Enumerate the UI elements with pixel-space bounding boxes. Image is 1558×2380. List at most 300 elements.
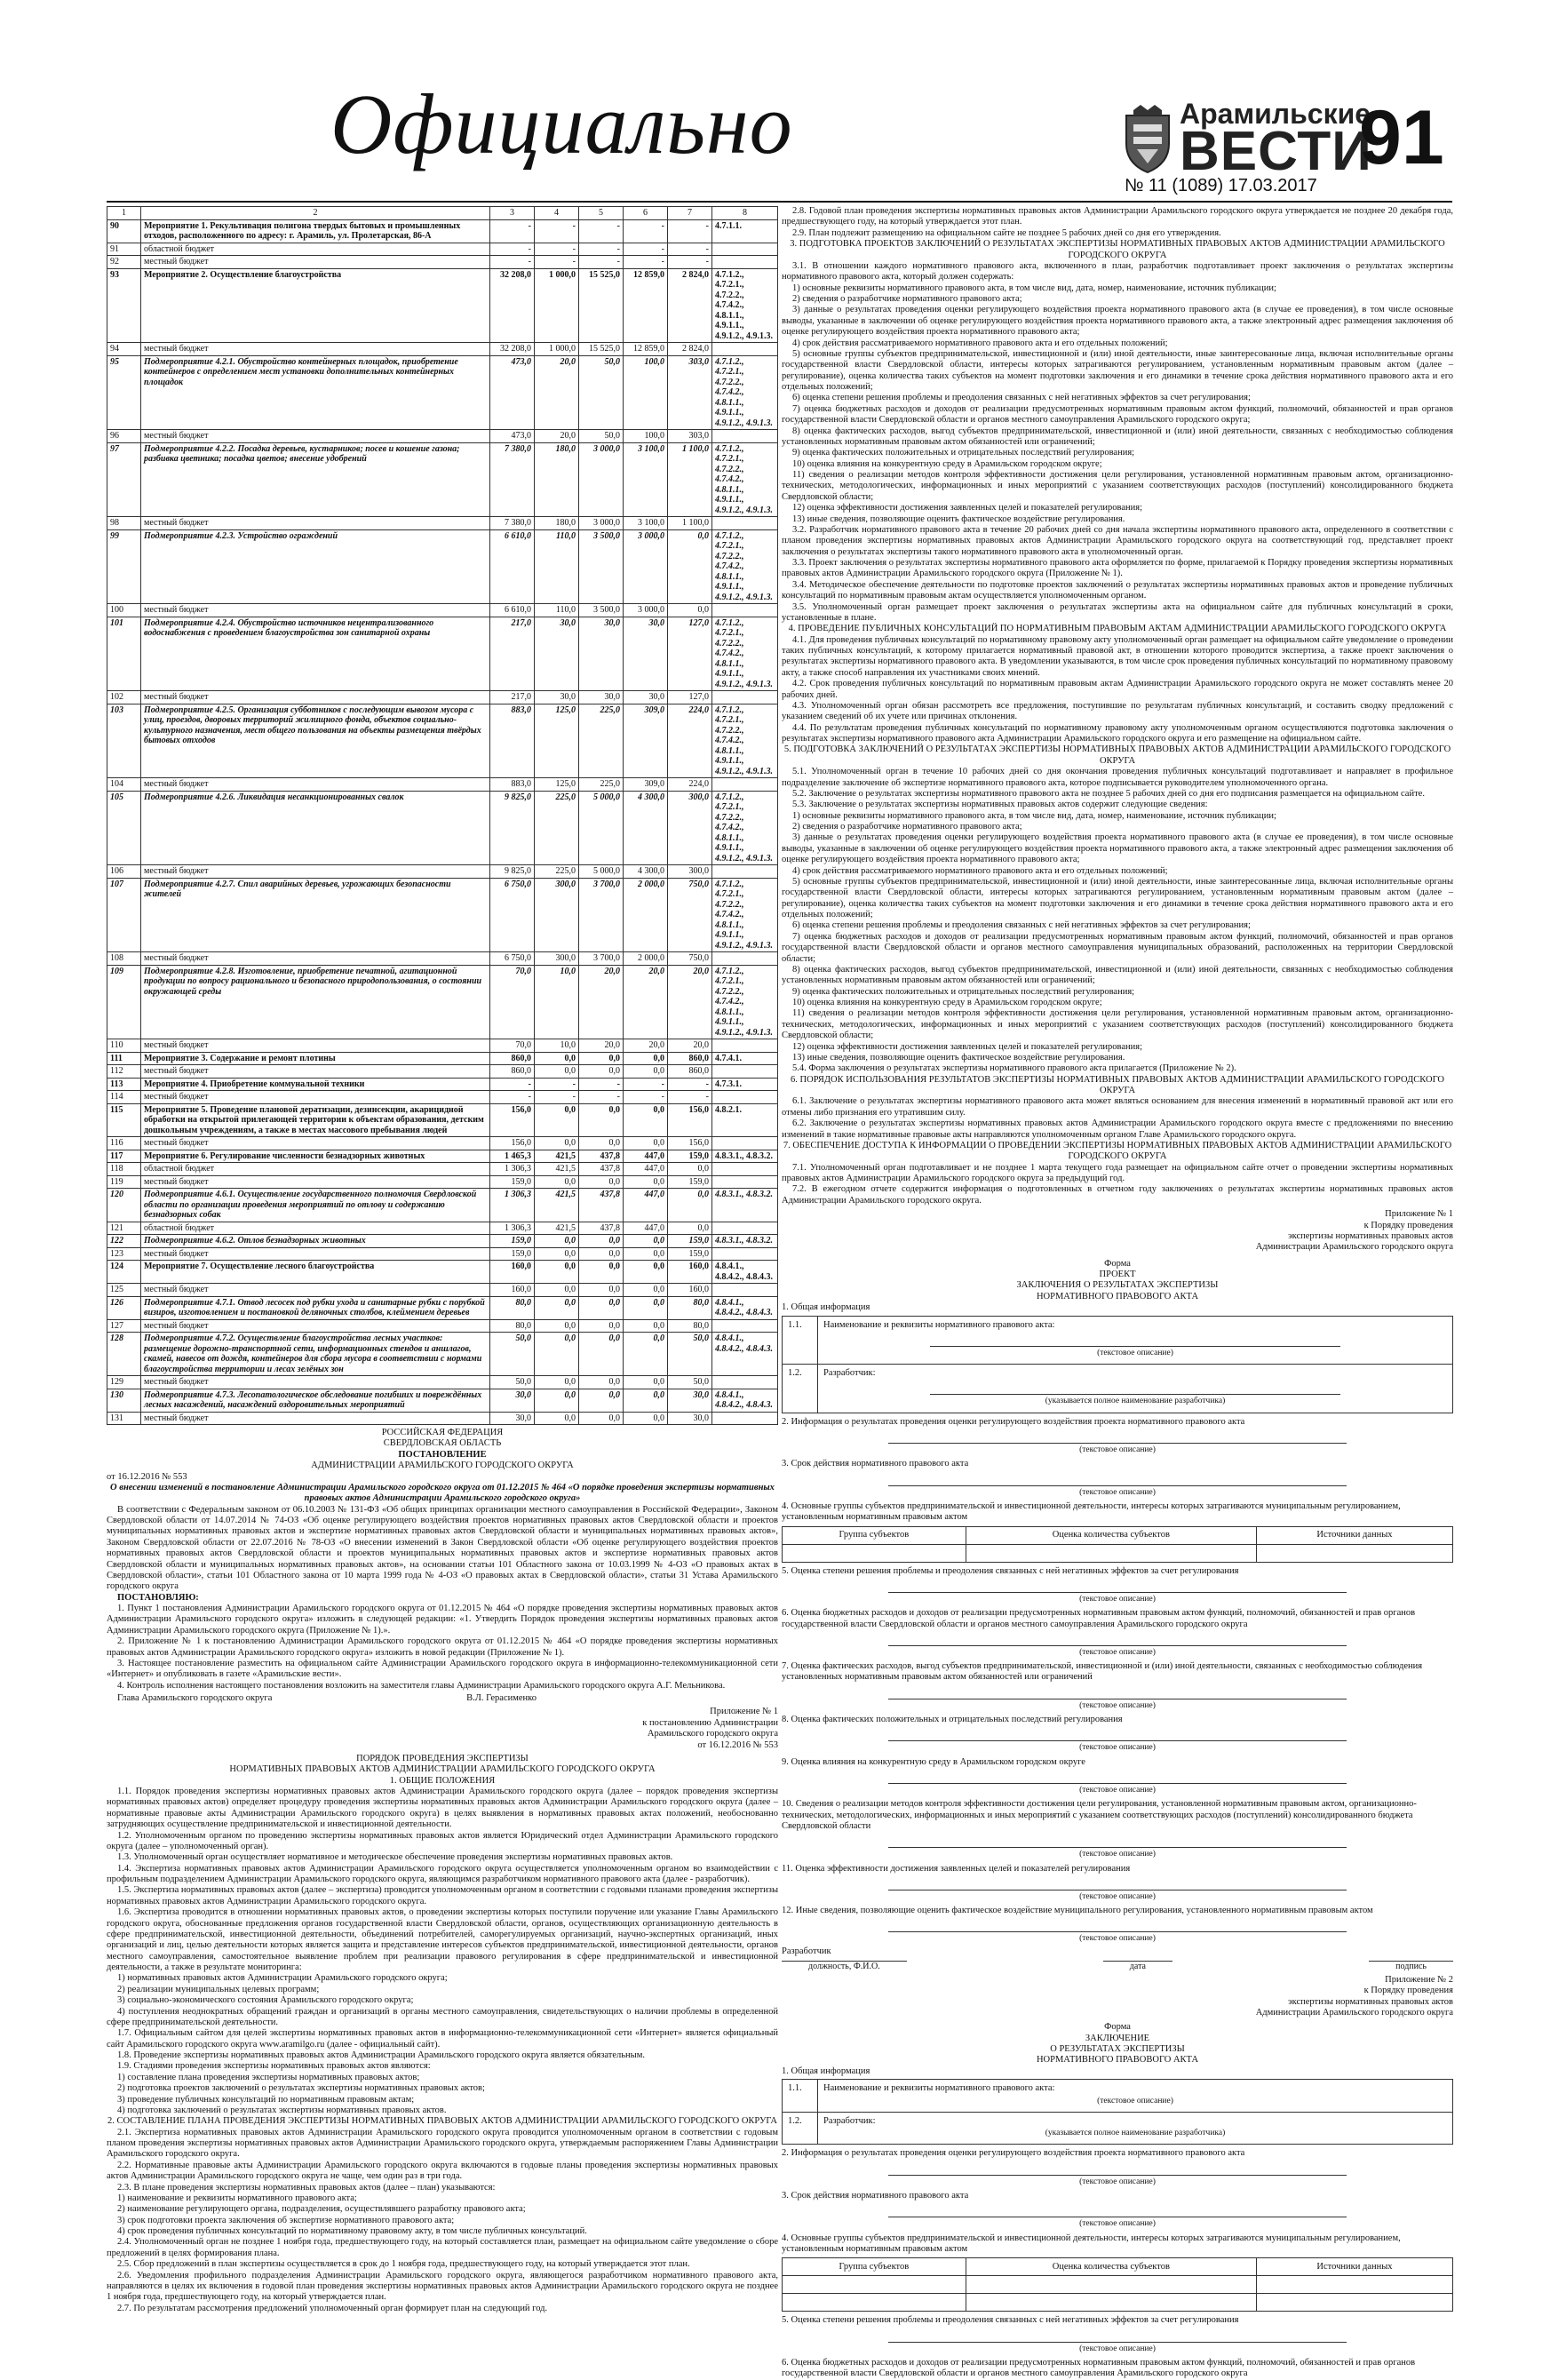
form-project-label: ПРОЕКТ: [1099, 1270, 1136, 1279]
row-value: 0,0: [579, 1333, 624, 1376]
right-column: [782, 206, 1453, 2379]
resolution-resolves: ПОСТАНОВЛЯЮ:: [117, 1592, 199, 1603]
form-item: [782, 1715, 1453, 1754]
row-value: 4 300,0: [624, 791, 668, 865]
row-indicator: 4.7.1.2., 4.7.2.1., 4.7.2.2., 4.7.4.2., 4.8.1.1., 4.9.1.1., 4.9.1.2., 4.9.1.3.: [712, 617, 778, 691]
table-row: [107, 1103, 778, 1137]
groups-header-cell: Группа субъектов: [783, 1526, 966, 1544]
row-value: 303,0: [668, 355, 712, 430]
row-name: Мероприятие 4. Приобретение коммунальной техники: [141, 1078, 490, 1091]
row-value: 1 000,0: [535, 268, 579, 343]
row-value: 20,0: [579, 1039, 624, 1053]
row-value: 0,0: [579, 1376, 624, 1389]
paragraph: 12) оценка эффективности достижения заявленных целей и показателей регулирования;: [792, 1041, 1143, 1052]
row-value: 20,0: [624, 965, 668, 1039]
row-indicator: 4.7.1.2., 4.7.2.1., 4.7.2.2., 4.7.4.2., 4.8.1.1., 4.9.1.1., 4.9.1.2., 4.9.1.3.: [712, 268, 778, 343]
row-indicator: 4.8.4.1., 4.8.4.2., 4.8.4.3.: [712, 1261, 778, 1284]
appendix-line: от 16.12.2016 № 553: [697, 1739, 778, 1750]
row-indicator: 4.8.4.1., 4.8.4.2., 4.8.4.3.: [712, 1296, 778, 1319]
masthead: [0, 0, 1558, 209]
section-2-items: [107, 2128, 778, 2314]
row-value: 159,0: [490, 1247, 535, 1261]
form-row-number: 1.1.: [783, 2080, 818, 2113]
form-signature-row: [782, 1961, 1453, 1972]
form-item-text: 3. Срок действия нормативного правового акта: [782, 2190, 969, 2201]
row-value: -: [668, 1091, 712, 1104]
table-row: [107, 1412, 778, 1425]
row-value: 1 000,0: [535, 343, 579, 356]
row-indicator: [712, 1376, 778, 1389]
row-value: 750,0: [668, 952, 712, 966]
row-name: местный бюджет: [141, 1319, 490, 1333]
paragraph: 4) срок проведения публичных консультаций по нормативному правовому акту, в том числе публичных консультаций.: [117, 2226, 587, 2236]
form-hint: (текстовое описание): [1079, 1850, 1156, 1859]
paragraph: 3) срок подготовки проекта заключения об экспертизе нормативного правового акта;: [117, 2215, 455, 2225]
row-number: 127: [107, 1319, 141, 1333]
section-heading: 1. ОБЩИЕ ПОЛОЖЕНИЯ: [389, 1775, 496, 1786]
section-heading: 2. СОСТАВЛЕНИЕ ПЛАНА ПРОВЕДЕНИЯ ЭКСПЕРТИЗЫ НОРМАТИВНЫХ ПРАВОВЫХ АКТОВ АДМИНИСТРАЦИИ АРАМИЛЬСКОГО ГОРОДСКОГО ОКРУГА: [107, 2116, 777, 2127]
form-row-label: Разработчик:: [823, 2115, 876, 2126]
paragraph: 5.4. Форма заключения о результатах экспертизы нормативного правового акта прилагается (Приложение № 2).: [792, 1063, 1236, 1074]
row-indicator: [712, 343, 778, 356]
paragraph: 3.4. Методическое обеспечение деятельности по подготовке проектов заключений о результатах экспертизы нормативных правовых актов и проведение публичных консультаций по нормативным правовым актам осуществляется уполномоченным органом.: [782, 579, 1453, 601]
row-value: 473,0: [490, 430, 535, 443]
row-name: Подмероприятие 4.2.4. Обустройство источников нецентрализованного водоснабжения с проведением благоустройства зон санитарной охраны: [141, 617, 490, 691]
row-value: 125,0: [535, 778, 579, 792]
form-item: [782, 2315, 1453, 2354]
row-number: 112: [107, 1065, 141, 1079]
form-row-label: Разработчик:: [823, 1368, 876, 1379]
row-indicator: [712, 1284, 778, 1297]
row-indicator: 4.7.1.1.: [712, 219, 778, 243]
paragraph: 6) оценка степени решения проблемы и преодоления связанных с ней негативных эффектов за счет регулирования;: [792, 920, 1251, 931]
row-value: 447,0: [624, 1150, 668, 1163]
row-number: 94: [107, 343, 141, 356]
fill-line: [888, 1632, 1347, 1646]
row-indicator: 4.8.4.1., 4.8.4.2., 4.8.4.3.: [712, 1389, 778, 1412]
groups-header-cell: Группа субъектов: [783, 2258, 966, 2276]
row-value: 160,0: [668, 1284, 712, 1297]
row-value: 1 306,3: [490, 1189, 535, 1222]
table-header-cell: 3: [490, 207, 535, 220]
row-number: 102: [107, 691, 141, 704]
paragraph: 4) срок действия рассматриваемого нормативного правового акта и его отдельных положений;: [792, 865, 1168, 876]
table-header-cell: 1: [107, 207, 141, 220]
row-value: 156,0: [668, 1103, 712, 1137]
row-value: 4 300,0: [624, 865, 668, 879]
masthead-title: Официально: [330, 76, 793, 171]
paragraph: 1.1. Порядок проведения экспертизы нормативных правовых актов Администрации Арамильского городского округа (далее – порядок проведения экспертизы нормативных правовых актов) определяет процедуру проведения экспертизы нормативных правовых актов Администрации Арамильского городского округа (далее – нормативные правовые акты Администрации Арамильского городского округа) в целях выявления в нормативных правовых актах положений, необоснованно затрудняющих осуществление предпринимательской и инвестиционной деятельности.: [107, 1787, 778, 1830]
row-value: 750,0: [668, 878, 712, 952]
row-value: 110,0: [535, 529, 579, 604]
row-number: 95: [107, 355, 141, 430]
paragraph: 2) сведения о разработчике нормативного правового акта;: [792, 822, 1022, 832]
row-name: Подмероприятие 4.2.8. Изготовление, приобретение печатной, агитационной продукции по вопросу рационального и безопасного природопользования, о состоянии окружающей среды: [141, 965, 490, 1039]
row-value: 0,0: [535, 1319, 579, 1333]
table-row: [107, 219, 778, 243]
row-value: 225,0: [579, 778, 624, 792]
row-value: 0,0: [535, 1333, 579, 1376]
row-value: 30,0: [535, 691, 579, 704]
row-value: 0,0: [535, 1052, 579, 1065]
row-value: 447,0: [624, 1222, 668, 1235]
row-value: 2 000,0: [624, 952, 668, 966]
fill-line: [888, 2161, 1347, 2176]
row-name: областной бюджет: [141, 1163, 490, 1176]
row-value: -: [579, 243, 624, 256]
form-item: [782, 1566, 1453, 1605]
row-value: 159,0: [490, 1175, 535, 1189]
row-name: местный бюджет: [141, 1065, 490, 1079]
row-value: 1 100,0: [668, 442, 712, 517]
paragraph: 1) составление плана проведения экспертизы нормативных правовых актов;: [117, 2072, 420, 2082]
header-rule: [107, 201, 1452, 203]
row-value: -: [624, 1091, 668, 1104]
paragraph: 1) наименование и реквизиты нормативного правового акта;: [117, 2193, 357, 2203]
section-heading: 4. ПРОВЕДЕНИЕ ПУБЛИЧНЫХ КОНСУЛЬТАЦИЙ ПО НОРМАТИВНЫМ ПРАВОВЫМ АКТАМ АДМИНИСТРАЦИИ АРАМИЛЬСКОГО ГОРОДСКОГО ОКРУГА: [788, 624, 1447, 634]
table-row: [107, 691, 778, 704]
form-item-text: 3. Срок действия нормативного правового акта: [782, 1459, 969, 1469]
attachment-line: Администрации Арамильского городского округа: [1255, 2007, 1453, 2018]
row-indicator: [712, 1039, 778, 1053]
procedure: [107, 1754, 778, 2314]
row-value: 50,0: [668, 1376, 712, 1389]
form-item: [782, 2191, 1453, 2230]
row-indicator: [712, 1319, 778, 1333]
paragraph: 8) оценка фактических расходов, выгод субъектов предпринимательской, инвестиционной и (или) иной деятельности, связанных с необходимостью соблюдения установленных нормативным правовым актом обязанностей или ограничений;: [782, 964, 1453, 986]
fill-line: [888, 2328, 1347, 2343]
paragraph: 4) подготовка заключений о результатах экспертизы нормативных правовых актов.: [117, 2105, 447, 2115]
paragraph: 1) нормативных правовых актов Администрации Арамильского городского округа;: [117, 1973, 448, 1984]
row-value: -: [579, 256, 624, 269]
row-value: -: [535, 1091, 579, 1104]
row-value: 9 825,0: [490, 865, 535, 879]
row-value: 421,5: [535, 1163, 579, 1176]
row-indicator: 4.7.1.2., 4.7.2.1., 4.7.2.2., 4.7.4.2., 4.8.1.1., 4.9.1.1., 4.9.1.2., 4.9.1.3.: [712, 878, 778, 952]
row-value: -: [535, 243, 579, 256]
row-value: 0,0: [535, 1137, 579, 1150]
row-name: Мероприятие 3. Содержание и ремонт плотины: [141, 1052, 490, 1065]
table-row: [107, 704, 778, 778]
row-indicator: 4.7.4.1.: [712, 1052, 778, 1065]
row-number: 130: [107, 1389, 141, 1412]
row-value: 217,0: [490, 617, 535, 691]
paragraph: 1) основные реквизиты нормативного правового акта, в том числе вид, дата, номер, наименование, источник публикации;: [792, 283, 1276, 293]
form-hint: (текстовое описание): [1079, 2177, 1156, 2186]
row-number: 126: [107, 1296, 141, 1319]
form-hint: (текстовое описание): [1079, 2344, 1156, 2353]
row-value: 6 610,0: [490, 604, 535, 617]
row-indicator: 4.8.3.1., 4.8.3.2.: [712, 1150, 778, 1163]
paragraph: 4.3. Уполномоченный орган обязан рассмотреть все предложения, поступившие по результатам публичных консультаций, и составить сводку предложений с указанием сведений об их учете или причинах отклонения.: [782, 700, 1453, 722]
row-value: 0,0: [535, 1235, 579, 1248]
row-value: 12 859,0: [624, 268, 668, 343]
paragraph: 2. Приложение № 1 к постановлению Администрации Арамильского городского округа от 01.12.2015 № 464 «О порядке проведения экспертизы нормативных правовых актов Администрации Арамильского городского округа» изложить в новой редакции (Приложение № 1).: [107, 1636, 778, 1658]
row-value: 50,0: [579, 430, 624, 443]
row-value: 0,0: [579, 1284, 624, 1297]
row-value: 0,0: [535, 1103, 579, 1137]
groups-cell: [966, 2294, 1256, 2312]
row-value: 0,0: [579, 1235, 624, 1248]
row-value: 3 000,0: [579, 442, 624, 517]
row-value: 0,0: [624, 1389, 668, 1412]
signature-label: дата: [1103, 1961, 1172, 1972]
row-indicator: [712, 1175, 778, 1189]
groups-header-cell: Оценка количества субъектов: [966, 2258, 1256, 2276]
form-row-number: 1.2.: [783, 1365, 818, 1413]
form-item-text: 10. Сведения о реализации методов контроля эффективности достижения цели регулирования, установленной нормативным правовым актом, организационно-технических, методологических, информационных и иных мероприятий с указанием соответствующих расходов (поступлений) консолидированного бюджета Свердловской области: [782, 1799, 1417, 1831]
row-indicator: 4.7.1.2., 4.7.2.1., 4.7.2.2., 4.7.4.2., 4.8.1.1., 4.9.1.1., 4.9.1.2., 4.9.1.3.: [712, 442, 778, 517]
form-1-items: [782, 1417, 1453, 1524]
form-row-number: 1.2.: [783, 2112, 818, 2145]
resolution-date: от 16.12.2016 № 553: [107, 1471, 187, 1482]
row-value: 0,0: [668, 604, 712, 617]
row-number: 123: [107, 1247, 141, 1261]
row-indicator: [712, 952, 778, 966]
row-value: 2 824,0: [668, 343, 712, 356]
row-value: 300,0: [668, 791, 712, 865]
row-name: местный бюджет: [141, 1284, 490, 1297]
table-row: [107, 1065, 778, 1079]
row-value: 437,8: [579, 1150, 624, 1163]
paragraph: 2) наименование регулирующего органа, подразделения, осуществлявшего разработку правового акта;: [117, 2204, 526, 2215]
page-number: 91: [1359, 95, 1444, 180]
table-header-cell: 4: [535, 207, 579, 220]
table-row: [107, 1319, 778, 1333]
paragraph: 2.9. План подлежит размещению на официальном сайте не позднее 5 рабочих дней со дня его утверждения.: [792, 227, 1221, 238]
paragraph: 5.2. Заключение о результатах экспертизы нормативного правового акта не позднее 5 рабочих дней со дня его подписания размещается на официальном сайте.: [792, 788, 1425, 799]
row-value: -: [535, 256, 579, 269]
row-number: 93: [107, 268, 141, 343]
row-value: 0,0: [579, 1103, 624, 1137]
fill-line: [888, 1579, 1347, 1593]
paragraph: 6) оценка степени решения проблемы и преодоления связанных с ней негативных эффектов за счет регулирования;: [792, 393, 1251, 403]
row-value: 447,0: [624, 1163, 668, 1176]
table-row: [107, 430, 778, 443]
table-row: [107, 1261, 778, 1284]
paragraph: 3. Настоящее постановление разместить на официальном сайте Администрации Арамильского городского округа в информационно-телекоммуникационной сети «Интернет» и опубликовать в газете «Арамильские вести».: [107, 1658, 778, 1680]
row-name: Подмероприятие 4.7.1. Отвод лесосек под рубки ухода и санитарные рубки с порубкой визиров, изготовлением и постановкой деляночных столбов, клеймением деревьев: [141, 1296, 490, 1319]
row-value: 0,0: [624, 1296, 668, 1319]
row-value: 156,0: [490, 1137, 535, 1150]
paragraph: 3) данные о результатах проведения оценки регулирующего воздействия проекта нормативного правового акта (в случае ее проведения), в том числе основные выводы, указанные в заключении об оценке регулирующего воздействия проекта нормативного правового акта, а также электронный адрес размещения заключения об оценке регулирующего воздействия проекта нормативного правового акта;: [782, 832, 1453, 865]
row-value: 225,0: [535, 865, 579, 879]
table-row: [107, 268, 778, 343]
row-value: 3 000,0: [579, 517, 624, 530]
paragraph: 8) оценка фактических расходов, выгод субъектов предпринимательской, инвестиционной и (или) иной деятельности, связанных с необходимостью соблюдения установленных нормативным правовым актом обязанностей или ограничений;: [782, 426, 1453, 447]
table-header-row: [107, 207, 778, 220]
row-value: 127,0: [668, 691, 712, 704]
form-label: Форма: [1104, 1258, 1131, 1269]
row-value: 437,8: [579, 1163, 624, 1176]
row-indicator: [712, 243, 778, 256]
row-value: 15 525,0: [579, 343, 624, 356]
row-value: 300,0: [535, 878, 579, 952]
form-row-label: Наименование и реквизиты нормативного правового акта:: [823, 2083, 1055, 2094]
row-number: 114: [107, 1091, 141, 1104]
groups-header-row: [783, 1526, 1453, 1544]
row-value: 225,0: [535, 791, 579, 865]
row-value: 0,0: [624, 1261, 668, 1284]
row-number: 109: [107, 965, 141, 1039]
row-number: 111: [107, 1052, 141, 1065]
coat-of-arms-icon: [1121, 103, 1174, 174]
section-2-continued: [782, 206, 1453, 239]
row-value: 30,0: [490, 1412, 535, 1425]
row-value: 0,0: [535, 1296, 579, 1319]
table-row: [107, 878, 778, 952]
form-hint: (текстовое описание): [1079, 1934, 1156, 1944]
row-name: местный бюджет: [141, 1412, 490, 1425]
table-row: [107, 442, 778, 517]
form-1-title: ЗАКЛЮЧЕНИЯ О РЕЗУЛЬТАТАХ ЭКСПЕРТИЗЫ: [1016, 1280, 1219, 1291]
row-name: Подмероприятие 4.2.2. Посадка деревьев, кустарников; посев и кошение газона; разбивка цветника; посадка цветов; внесение удобрений: [141, 442, 490, 517]
form-hint: (текстовое описание): [1079, 1445, 1156, 1455]
row-value: 159,0: [490, 1235, 535, 1248]
row-value: 447,0: [624, 1189, 668, 1222]
section-6-items: [782, 1096, 1453, 1141]
row-value: 160,0: [668, 1261, 712, 1284]
row-value: 12 859,0: [624, 343, 668, 356]
paragraph: 1.3. Уполномоченный орган осуществляет нормативное и методическое обеспечение проведения экспертизы нормативных правовых актов.: [117, 1852, 673, 1863]
resolution-country: РОССИЙСКАЯ ФЕДЕРАЦИЯ: [381, 1428, 504, 1437]
table-row: [107, 1175, 778, 1189]
attachment-line: экспертизы нормативных правовых актов: [1288, 1230, 1453, 1241]
row-value: 3 000,0: [624, 529, 668, 604]
row-value: 300,0: [535, 952, 579, 966]
row-name: местный бюджет: [141, 778, 490, 792]
row-value: 0,0: [624, 1284, 668, 1297]
form-item-text: 5. Оценка степени решения проблемы и преодоления связанных с ней негативных эффектов за счет регулирования: [782, 1565, 1239, 1576]
row-value: 0,0: [579, 1175, 624, 1189]
paragraph: 2) подготовка проектов заключений о результатах экспертизы нормативных правовых актов;: [117, 2083, 485, 2094]
row-indicator: 4.7.1.2., 4.7.2.1., 4.7.2.2., 4.7.4.2., 4.8.1.1., 4.9.1.1., 4.9.1.2., 4.9.1.3.: [712, 529, 778, 604]
form-2-groups-table: [782, 2257, 1453, 2312]
row-name: Подмероприятие 4.6.1. Осуществление государственного полномочия Свердловской области по организации проведения мероприятий по отлову и содержанию безнадзорных собак: [141, 1189, 490, 1222]
groups-header-cell: Источники данных: [1256, 2258, 1452, 2276]
form-item: [782, 1417, 1453, 1456]
row-value: 70,0: [490, 1039, 535, 1053]
paragraph: 6.2. Заключение о результатах экспертизы нормативных правовых актов Администрации Арамильского городского округа вместе с предложениями по внесению изменений в такие нормативные правовые акты направляются уполномоченным органом Главе Арамильского городского округа.: [782, 1118, 1453, 1140]
paragraph: 5) основные группы субъектов предпринимательской, инвестиционной и (или) иной деятельности, иные заинтересованные лица, включая исполнительные органы государственной власти Свердловской области, интересы которых затрагиваются регулированием, установленным нормативным правовым актом (далее – регулирование), оценка количества таких субъектов на момент подготовки заключения и его динамики в течение срока действия нормативного правового акта и его отдельных положений;: [782, 348, 1453, 392]
row-indicator: [712, 517, 778, 530]
form-hint: (текстовое описание): [1079, 1700, 1156, 1710]
row-number: 124: [107, 1261, 141, 1284]
row-indicator: [712, 430, 778, 443]
row-value: 860,0: [490, 1052, 535, 1065]
row-value: 100,0: [624, 430, 668, 443]
form-item-text: 6. Оценка бюджетных расходов и доходов от реализации предусмотренных нормативным правовым актом функций, полномочий, обязанностей и прав органов государственной власти Свердловской области и органов местного самоуправления Арамильского городского округа: [782, 1608, 1416, 1629]
resolution-kind: ПОСТАНОВЛЕНИЕ: [398, 1449, 487, 1460]
form-row-label: Наименование и реквизиты нормативного правового акта:: [823, 1319, 1055, 1330]
row-indicator: [712, 1247, 778, 1261]
table-row: [107, 1376, 778, 1389]
table-row: [107, 529, 778, 604]
row-number: 116: [107, 1137, 141, 1150]
table-row: [107, 517, 778, 530]
row-value: 0,0: [624, 1247, 668, 1261]
table-row: [107, 617, 778, 691]
row-name: местный бюджет: [141, 343, 490, 356]
row-value: 100,0: [624, 355, 668, 430]
brand-top: Арамильские: [1180, 98, 1371, 130]
row-value: 5 000,0: [579, 791, 624, 865]
table-row: [107, 952, 778, 966]
row-value: 437,8: [579, 1189, 624, 1222]
row-value: 30,0: [579, 617, 624, 691]
row-value: 0,0: [535, 1284, 579, 1297]
table-row: [107, 256, 778, 269]
table-header-cell: 8: [712, 207, 778, 220]
row-name: местный бюджет: [141, 517, 490, 530]
paragraph: 4.2. Срок проведения публичных консультаций по нормативным правовым актам Администрации Арамильского городского округа не может составлять менее 20 рабочих дней.: [782, 679, 1453, 700]
row-name: Подмероприятие 4.7.2. Осуществление благоустройства лесных участков: размещение дорожно-транспортной сети, информационных стендов и аншлагов, скамей, навесов от дождя, контейнеров для сбора мусора в соответствии с нормами благоустройства территории и лесах зелёных зон: [141, 1333, 490, 1376]
paragraph: 7.1. Уполномоченный орган подготавливает и не позднее 1 марта текущего года размещает на официальном сайте отчет о проведении экспертизы нормативных правовых актов Администрации Арамильского городского округа за предыдущий год.: [782, 1162, 1453, 1183]
form-item-text: 4. Основные группы субъектов предпринимательской и инвестиционной деятельности, интересы которых затрагиваются муниципальным регулированием, установленным нормативным правовым актом: [782, 2233, 1401, 2254]
row-value: 20,0: [624, 1039, 668, 1053]
row-value: 1 306,3: [490, 1222, 535, 1235]
row-number: 122: [107, 1235, 141, 1248]
paragraph: 5.1. Уполномоченный орган в течение 10 рабочих дней со дня окончания проведения публичных консультаций подготавливает и направляет в профильное подразделение заключение об экспертизе нормативного правового акта, которое подписывается руководителем уполномоченного органа.: [782, 767, 1453, 788]
paragraph: 13) иные сведения, позволяющие оценить фактическое воздействие регулирования.: [792, 513, 1125, 524]
row-value: 10,0: [535, 965, 579, 1039]
paragraph: 2.1. Экспертиза нормативных правовых актов Администрации Арамильского городского округа проводится уполномоченным органом в соответствии с годовым планом проведения экспертизы нормативных правовых актов Администрации Арамильского городского округа, утверждаемым распоряжением Главы Администрации Арамильского городского округа.: [107, 2127, 778, 2160]
form-item: [782, 1906, 1453, 1945]
row-value: 6 750,0: [490, 952, 535, 966]
row-value: 2 000,0: [624, 878, 668, 952]
paragraph: 10) оценка влияния на конкурентную среду в Арамильском городском округе;: [792, 998, 1102, 1007]
section-3-items: [782, 261, 1453, 624]
row-number: 120: [107, 1189, 141, 1222]
form-hint: (текстовое описание): [1079, 1594, 1156, 1604]
table-row: [107, 1284, 778, 1297]
row-value: 0,0: [535, 1376, 579, 1389]
row-value: 30,0: [624, 691, 668, 704]
row-name: местный бюджет: [141, 1247, 490, 1261]
row-value: 159,0: [668, 1235, 712, 1248]
row-value: -: [668, 1078, 712, 1091]
row-indicator: [712, 604, 778, 617]
form-1-items-2: [782, 1566, 1453, 1945]
row-indicator: 4.7.3.1.: [712, 1078, 778, 1091]
row-name: Подмероприятие 4.2.1. Обустройство контейнерных площадок, приобретение контейнеров с определением мест установки дополнительных контейнерных площадок: [141, 355, 490, 430]
form-1-general: 1. Общая информация: [782, 1302, 870, 1313]
groups-header-row: [783, 2258, 1453, 2276]
row-number: 107: [107, 878, 141, 952]
table-row: [107, 1333, 778, 1376]
row-value: 0,0: [535, 1175, 579, 1189]
row-name: местный бюджет: [141, 1175, 490, 1189]
row-value: 0,0: [535, 1065, 579, 1079]
row-value: 70,0: [490, 965, 535, 1039]
row-number: 128: [107, 1333, 141, 1376]
paragraph: 11) сведения о реализации методов контроля эффективности достижения цели регулирования, установленной нормативным правовым актом, организационно-технических, методологических, информационных и иных мероприятий с указанием соответствующих расходов (поступлений) консолидированного бюджета Свердловской области;: [782, 1008, 1453, 1041]
table-row: [107, 1150, 778, 1163]
row-value: 309,0: [624, 778, 668, 792]
paragraph: 3.5. Уполномоченный орган размещает проект заключения о результатах экспертизы акта на официальном сайте для публичных консультаций в сроки, установленные в плане.: [782, 601, 1453, 623]
row-indicator: 4.7.1.2., 4.7.2.1., 4.7.2.2., 4.7.4.2., 4.8.1.1., 4.9.1.1., 4.9.1.2., 4.9.1.3.: [712, 355, 778, 430]
paragraph: 10) оценка влияния на конкурентную среду в Арамильском городском округе;: [792, 458, 1102, 469]
form-label: Форма: [1104, 2022, 1131, 2033]
row-value: 0,0: [579, 1261, 624, 1284]
row-name: местный бюджет: [141, 691, 490, 704]
groups-cell: [966, 2276, 1256, 2294]
row-number: 98: [107, 517, 141, 530]
row-value: 159,0: [668, 1150, 712, 1163]
row-name: Мероприятие 2. Осуществление благоустройства: [141, 268, 490, 343]
fill-line: [888, 1429, 1347, 1444]
row-number: 101: [107, 617, 141, 691]
